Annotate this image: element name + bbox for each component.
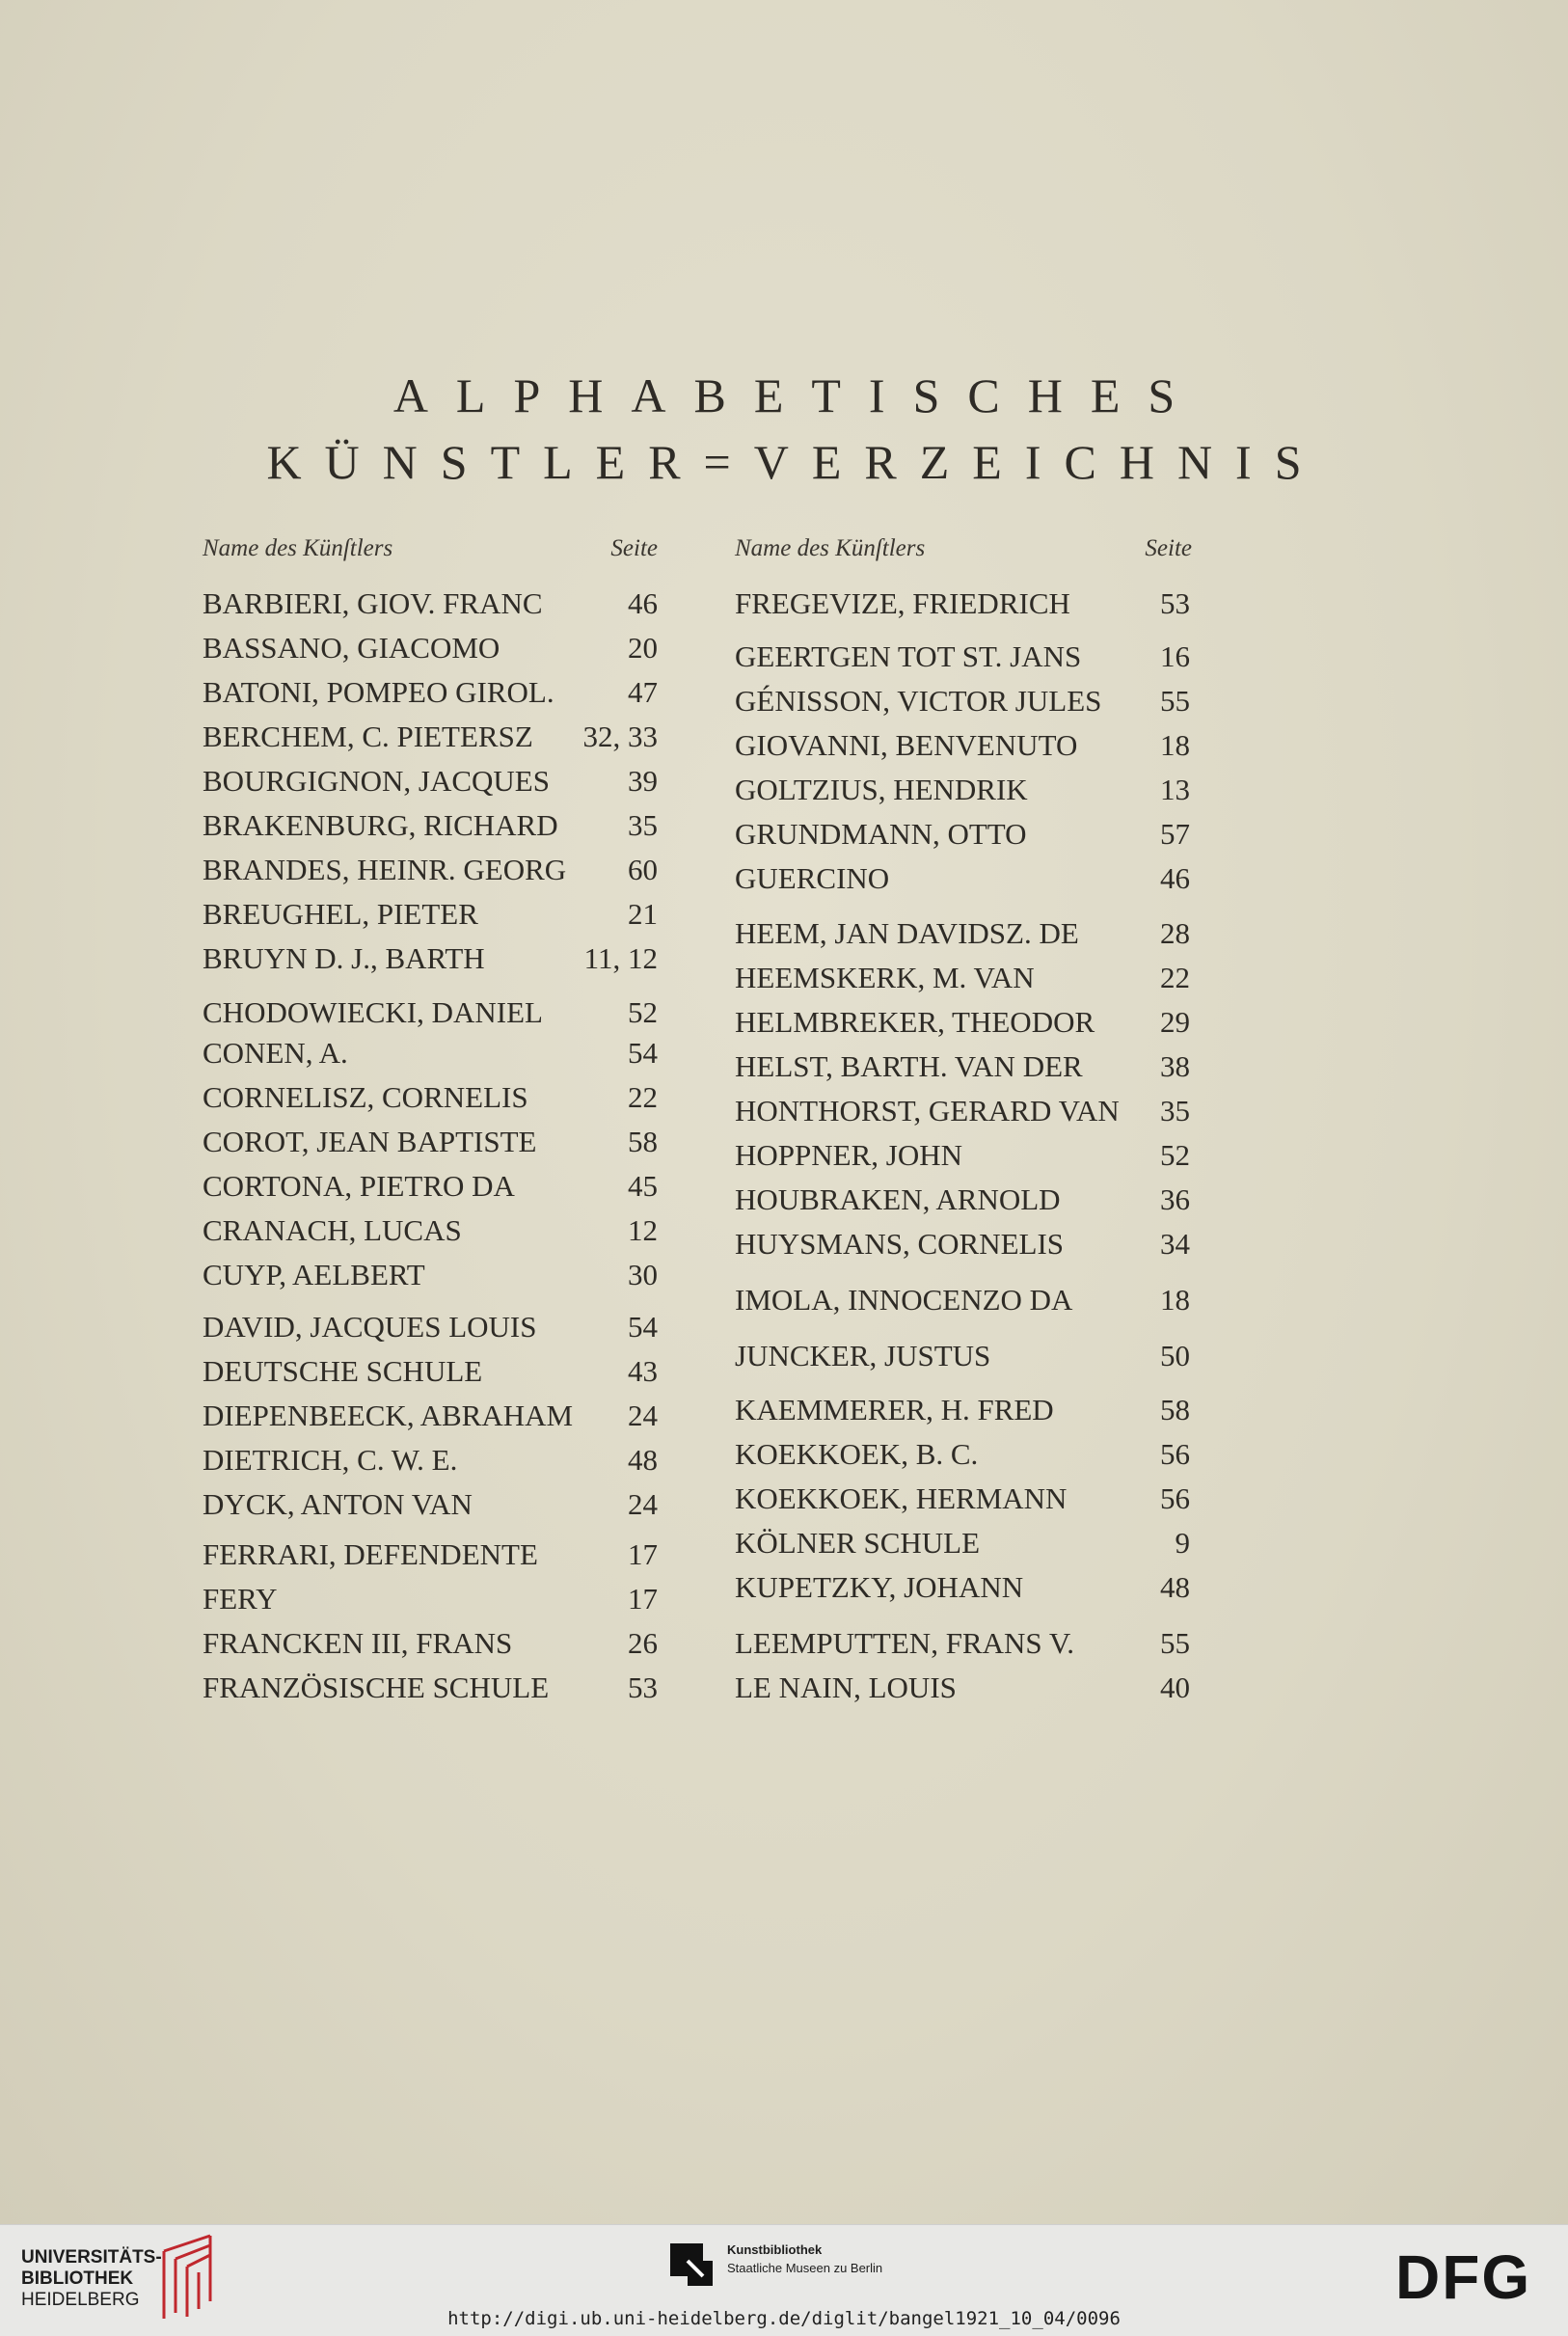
index-entry	[203, 895, 658, 934]
artist-name: DAVID, JACQUES LOUIS	[203, 1310, 537, 1344]
index-entry	[735, 1669, 1190, 1707]
artist-name: DYCK, ANTON VAN	[203, 1487, 473, 1521]
left-header-name: Name des Künſtlers	[203, 535, 393, 561]
index-entry	[203, 1308, 658, 1346]
page-number: 9	[1175, 1526, 1190, 1560]
artist-name: DIETRICH, C. W. E.	[203, 1443, 458, 1477]
page-number: 36	[1160, 1182, 1190, 1216]
artist-name: CONEN, A.	[203, 1036, 348, 1070]
index-entry	[203, 939, 658, 978]
index-entry	[735, 1136, 1190, 1175]
artist-name: BASSANO, GIACOMO	[203, 631, 500, 665]
index-entry	[735, 914, 1190, 953]
index-entry	[203, 806, 658, 845]
index-entry	[735, 638, 1190, 676]
title-line-2: KÜNSTLER=VERZEICHNIS	[266, 435, 1325, 489]
page-number: 58	[1160, 1393, 1190, 1426]
page-number: 13	[1160, 773, 1190, 806]
artist-name: HOUBRAKEN, ARNOLD	[735, 1182, 1061, 1216]
kunstbibliothek-text[interactable]	[727, 2241, 882, 2277]
left-header-page: Seite	[610, 535, 658, 561]
artist-name: BATONI, POMPEO GIROL.	[203, 675, 554, 709]
page-number: 43	[628, 1354, 658, 1388]
index-entry	[203, 1535, 658, 1574]
index-entry	[203, 1441, 658, 1480]
page-number: 46	[628, 586, 658, 620]
page-number: 47	[628, 675, 658, 709]
page-number: 26	[628, 1626, 658, 1660]
artist-name: KOEKKOEK, HERMANN	[735, 1481, 1068, 1515]
index-entry	[203, 1211, 658, 1250]
index-entry	[203, 1669, 658, 1707]
artist-name: GIOVANNI, BENVENUTO	[735, 728, 1078, 762]
page-number: 54	[628, 1036, 658, 1070]
artist-name: GUERCINO	[735, 861, 890, 895]
index-entry	[203, 1167, 658, 1206]
index-entry	[735, 1092, 1190, 1130]
index-entry	[203, 1352, 658, 1391]
artist-name: LEEMPUTTEN, FRANS V.	[735, 1626, 1074, 1660]
artist-name: GRUNDMANN, OTTO	[735, 817, 1027, 851]
index-entry	[203, 1397, 658, 1435]
artist-name: HUYSMANS, CORNELIS	[735, 1227, 1065, 1261]
index-entry	[203, 1580, 658, 1618]
index-entry	[203, 1123, 658, 1161]
artist-name: HELMBREKER, THEODOR	[735, 1005, 1095, 1039]
page-number: 12	[628, 1213, 658, 1247]
index-entry	[203, 1485, 658, 1524]
page-number: 48	[628, 1443, 658, 1477]
left-column-header	[203, 535, 658, 562]
permalink-url[interactable]: http://digi.ub.uni-heidelberg.de/diglit/bangel1921_10_04/0096	[447, 2308, 1121, 2329]
page-number: 17	[628, 1582, 658, 1616]
artist-name: COROT, JEAN BAPTISTE	[203, 1125, 537, 1158]
page-number: 20	[628, 631, 658, 665]
artist-name: FRANCKEN III, FRANS	[203, 1626, 513, 1660]
page-number: 57	[1160, 817, 1190, 851]
artist-name: DEUTSCHE SCHULE	[203, 1354, 483, 1388]
artist-name: BOURGIGNON, JACQUES	[203, 764, 550, 798]
artist-name: LE NAIN, LOUIS	[735, 1671, 957, 1704]
artist-name: HEEM, JAN DAVIDSZ. DE	[735, 916, 1079, 950]
artist-name: CHODOWIECKI, DANIEL	[203, 995, 543, 1029]
ub-heidelberg-logo-text[interactable]	[21, 2247, 162, 2311]
index-entry	[735, 1480, 1190, 1518]
index-entry	[735, 1047, 1190, 1086]
page-number: 39	[628, 764, 658, 798]
artist-name: BERCHEM, C. PIETERSZ	[203, 720, 533, 753]
index-entry	[735, 1181, 1190, 1219]
index-entry	[735, 859, 1190, 898]
page-number: 24	[628, 1399, 658, 1432]
museen-label: Staatliche Museen zu Berlin	[727, 2261, 883, 2275]
right-header-page: Seite	[1145, 535, 1192, 561]
page-number: 35	[1160, 1094, 1190, 1127]
page-number: 18	[1160, 728, 1190, 762]
artist-name: BRUYN D. J., BARTH	[203, 941, 485, 975]
index-entry	[203, 584, 658, 623]
index-entry	[203, 629, 658, 667]
page-number: 56	[1160, 1437, 1190, 1471]
page-number: 16	[1160, 639, 1190, 673]
page-number: 53	[628, 1671, 658, 1704]
artist-name: DIEPENBEECK, ABRAHAM	[203, 1399, 574, 1432]
kunstbibliothek-label: Kunstbibliothek	[727, 2242, 823, 2257]
artist-name: GEERTGEN TOT ST. JANS	[735, 639, 1082, 673]
artist-name: JUNCKER, JUSTUS	[735, 1339, 991, 1372]
page-number: 56	[1160, 1481, 1190, 1515]
dfg-logo[interactable]: DFG	[1395, 2242, 1532, 2312]
page-number: 55	[1160, 1626, 1190, 1660]
artist-name: BRANDES, HEINR. GEORG	[203, 853, 567, 886]
page-number: 34	[1160, 1227, 1190, 1261]
artist-name: GÉNISSON, VICTOR JULES	[735, 684, 1102, 718]
library-line-2: BIBLIOTHEK	[21, 2268, 134, 2289]
index-entry	[203, 1034, 658, 1073]
index-entry	[735, 1624, 1190, 1663]
artist-name: HONTHORST, GERARD VAN	[735, 1094, 1120, 1127]
page-number: 35	[628, 808, 658, 842]
page-number: 52	[628, 995, 658, 1029]
page-number: 55	[1160, 684, 1190, 718]
artist-name: CUYP, AELBERT	[203, 1258, 425, 1291]
page-number: 30	[628, 1258, 658, 1291]
page-number: 48	[1160, 1570, 1190, 1604]
page-number: 28	[1160, 916, 1190, 950]
index-entry	[735, 1281, 1190, 1319]
kunstbibliothek-logo-icon[interactable]	[668, 2241, 715, 2288]
index-entry	[203, 718, 658, 756]
page-number: 54	[628, 1310, 658, 1344]
artist-name: KOEKKOEK, B. C.	[735, 1437, 979, 1471]
index-entry	[203, 851, 658, 889]
artist-name: FRANZÖSISCHE SCHULE	[203, 1671, 550, 1704]
page-number: 21	[628, 897, 658, 931]
index-entry	[203, 1624, 658, 1663]
index-entry	[735, 771, 1190, 809]
artist-name: GOLTZIUS, HENDRIK	[735, 773, 1028, 806]
right-column-header	[735, 535, 1192, 562]
artist-name: BREUGHEL, PIETER	[203, 897, 478, 931]
library-line-3: HEIDELBERG	[21, 2290, 140, 2310]
library-line-1: UNIVERSITÄTS-	[21, 2247, 162, 2268]
index-entry	[735, 726, 1190, 765]
index-entry	[203, 1256, 658, 1294]
index-entry	[735, 959, 1190, 997]
page-number: 22	[1160, 961, 1190, 994]
artist-name: FERY	[203, 1582, 278, 1616]
index-entry	[735, 1391, 1190, 1429]
index-entry	[735, 1003, 1190, 1042]
artist-name: HEEMSKERK, M. VAN	[735, 961, 1035, 994]
page-number: 38	[1160, 1049, 1190, 1083]
page-number: 11, 12	[583, 941, 658, 975]
artist-name: CRANACH, LUCAS	[203, 1213, 462, 1247]
index-entry	[735, 1337, 1190, 1375]
page-number: 22	[628, 1080, 658, 1114]
artist-name: HELST, BARTH. VAN DER	[735, 1049, 1083, 1083]
page-number: 24	[628, 1487, 658, 1521]
page-number: 46	[1160, 861, 1190, 895]
page-number: 50	[1160, 1339, 1190, 1372]
index-entry	[735, 1435, 1190, 1474]
title-line-1: ALPHABETISCHES	[392, 368, 1203, 422]
artist-name: BARBIERI, GIOV. FRANC	[203, 586, 543, 620]
page-number: 45	[628, 1169, 658, 1203]
index-entry	[735, 584, 1190, 623]
page-number: 18	[1160, 1283, 1190, 1317]
index-entry	[203, 993, 658, 1032]
page-number: 40	[1160, 1671, 1190, 1704]
index-entry	[203, 673, 658, 712]
artist-name: FERRARI, DEFENDENTE	[203, 1537, 538, 1571]
right-header-name: Name des Künſtlers	[735, 535, 926, 561]
index-entry	[735, 1524, 1190, 1562]
index-entry	[735, 682, 1190, 720]
artist-name: KUPETZKY, JOHANN	[735, 1570, 1024, 1604]
page-number: 17	[628, 1537, 658, 1571]
page-number: 58	[628, 1125, 658, 1158]
index-entry	[735, 1568, 1190, 1607]
artist-name: CORTONA, PIETRO DA	[203, 1169, 515, 1203]
artist-name: CORNELISZ, CORNELIS	[203, 1080, 528, 1114]
page-number: 29	[1160, 1005, 1190, 1039]
artist-name: IMOLA, INNOCENZO DA	[735, 1283, 1073, 1317]
artist-name: KÖLNER SCHULE	[735, 1526, 981, 1560]
page-number: 53	[1160, 586, 1190, 620]
artist-name: FREGEVIZE, FRIEDRICH	[735, 586, 1070, 620]
page-number: 32, 33	[582, 720, 658, 753]
artist-name: HOPPNER, JOHN	[735, 1138, 962, 1172]
index-entry	[735, 815, 1190, 854]
index-entry	[735, 1225, 1190, 1263]
index-entry	[203, 1078, 658, 1117]
artist-name: KAEMMERER, H. FRED	[735, 1393, 1054, 1426]
page-number: 52	[1160, 1138, 1190, 1172]
index-entry	[203, 762, 658, 801]
artist-name: BRAKENBURG, RICHARD	[203, 808, 558, 842]
page-number: 60	[628, 853, 658, 886]
